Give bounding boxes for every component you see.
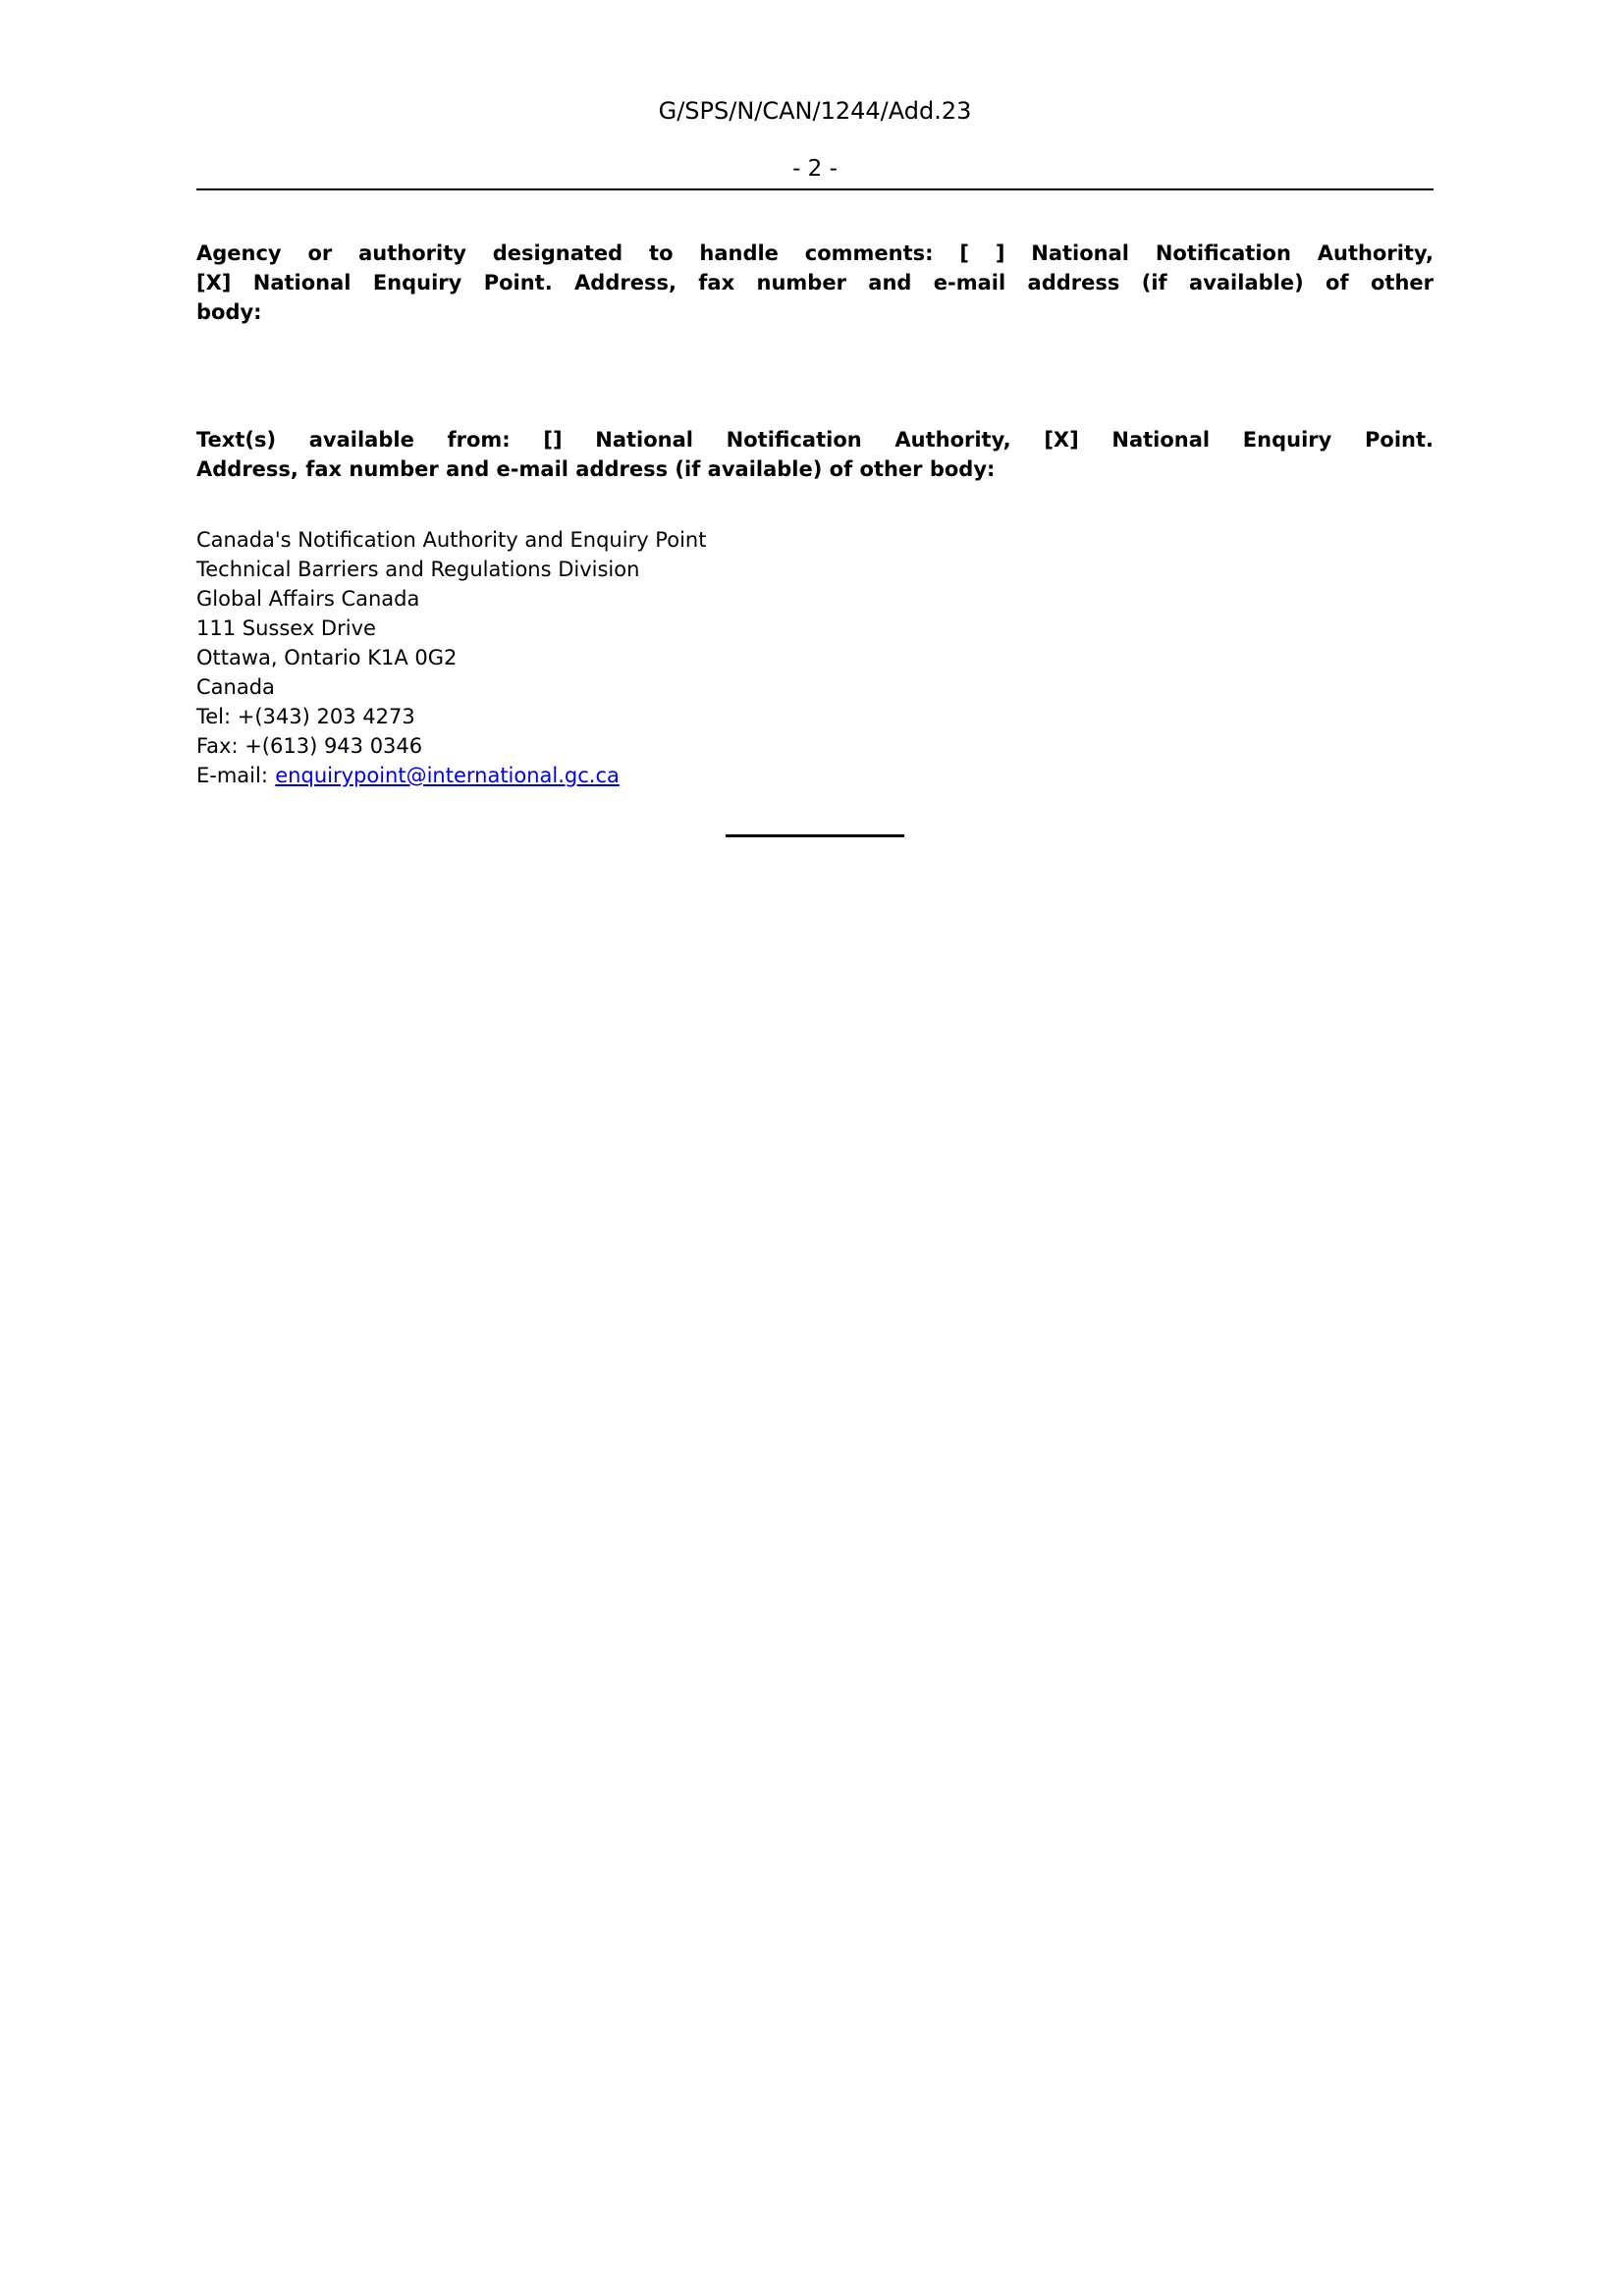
document-symbol: G/SPS/N/CAN/1244/Add.23 (658, 97, 972, 125)
fax-line: Fax: +(613) 943 0346 (196, 734, 423, 758)
page-content (0, 0, 1624, 837)
agency-comments-paragraph (196, 239, 1434, 327)
address-line-city: Ottawa, Ontario K1A 0G2 (196, 646, 458, 669)
email-label: E-mail: (196, 764, 268, 787)
agency-paragraph-line-2: [X] National Enquiry Point. Address, fax number and e-mail address (if available) of other (196, 271, 1434, 294)
address-line-street: 111 Sussex Drive (196, 616, 376, 640)
header-rule (196, 188, 1434, 190)
address-line-department: Global Affairs Canada (196, 587, 420, 611)
email-line (196, 761, 1434, 790)
contact-address-block (196, 525, 1434, 790)
texts-paragraph-line-1: Text(s) available from: [] National Notification Authority, [X] National Enquiry Point. (196, 428, 1434, 452)
email-link[interactable]: enquirypoint@international.gc.ca (275, 764, 620, 787)
texts-available-paragraph (196, 425, 1434, 484)
texts-paragraph-line-2: Address, fax number and e-mail address (if available) of other body: (196, 457, 996, 481)
telephone-line: Tel: +(343) 203 4273 (196, 705, 415, 728)
address-line-division: Technical Barriers and Regulations Division (196, 558, 640, 581)
agency-paragraph-line-1: Agency or authority designated to handle comments: [ ] National Notification Authority, (196, 241, 1434, 265)
agency-paragraph-line-3: body: (196, 300, 262, 324)
address-line-country: Canada (196, 675, 275, 699)
end-of-document-rule (726, 834, 904, 837)
address-line-organization: Canada's Notification Authority and Enquiry Point (196, 528, 707, 552)
page-number: - 2 - (792, 156, 838, 182)
